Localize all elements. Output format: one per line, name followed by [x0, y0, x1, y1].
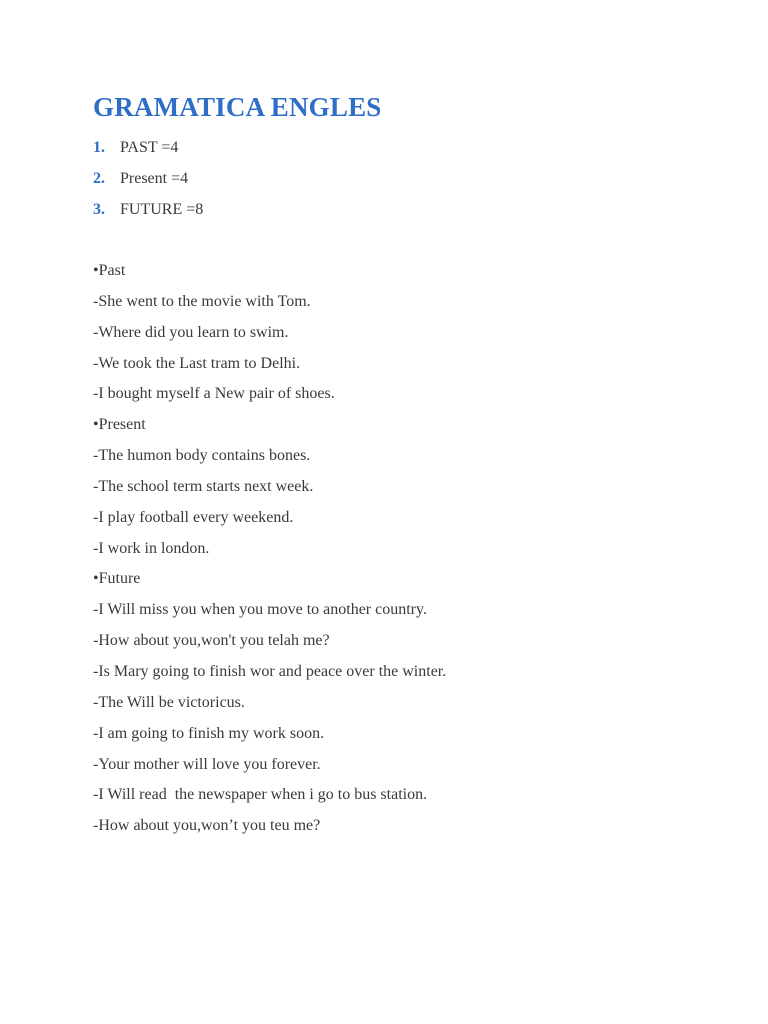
- sentence-line: -I bought myself a New pair of shoes.: [93, 385, 335, 403]
- sentence-line: -Where did you learn to swim.: [93, 323, 289, 341]
- sentence-line: -I Will miss you when you move to another country.: [93, 601, 427, 619]
- numbered-list-item: [93, 168, 203, 199]
- section-heading-future: •Future: [93, 570, 141, 588]
- numbered-list-item: [93, 199, 203, 230]
- sentence-line: -Is Mary going to finish wor and peace over the winter.: [93, 662, 447, 680]
- list-item-text: PAST =4: [120, 139, 179, 156]
- document-title: GRAMATICA ENGLES: [93, 92, 382, 122]
- sentence-line: -I work in london.: [93, 539, 210, 557]
- section-heading-present: •Present: [93, 416, 146, 434]
- numbered-list: [93, 137, 203, 230]
- sentence-line: -How about you,won’t you teu me?: [93, 817, 321, 835]
- numbered-list-item: [93, 137, 203, 168]
- sentence-line: -The Will be victoricus.: [93, 693, 245, 711]
- list-item-text: FUTURE =8: [120, 201, 204, 218]
- sentence-line: -The school term starts next week.: [93, 477, 314, 495]
- sentence-line: -How about you,won't you telah me?: [93, 632, 330, 650]
- list-number: 1.: [93, 139, 105, 156]
- sentence-line: -We took the Last tram to Delhi.: [93, 354, 301, 372]
- sentence-line: -I play football every weekend.: [93, 508, 294, 526]
- list-number: 2.: [93, 170, 105, 187]
- section-heading-past: •Past: [93, 262, 126, 279]
- sentence-line: -Your mother will love you forever.: [93, 755, 321, 773]
- sentence-line: -She went to the movie with Tom.: [93, 292, 311, 310]
- sentence-line: -I am going to finish my work soon.: [93, 724, 325, 742]
- sentence-line: -The humon body contains bones.: [93, 447, 311, 465]
- list-item-text: Present =4: [120, 170, 189, 187]
- body-text: [93, 260, 446, 846]
- list-number: 3.: [93, 201, 105, 218]
- sentence-line: -I Will read the newspaper when i go to bus station.: [93, 786, 428, 804]
